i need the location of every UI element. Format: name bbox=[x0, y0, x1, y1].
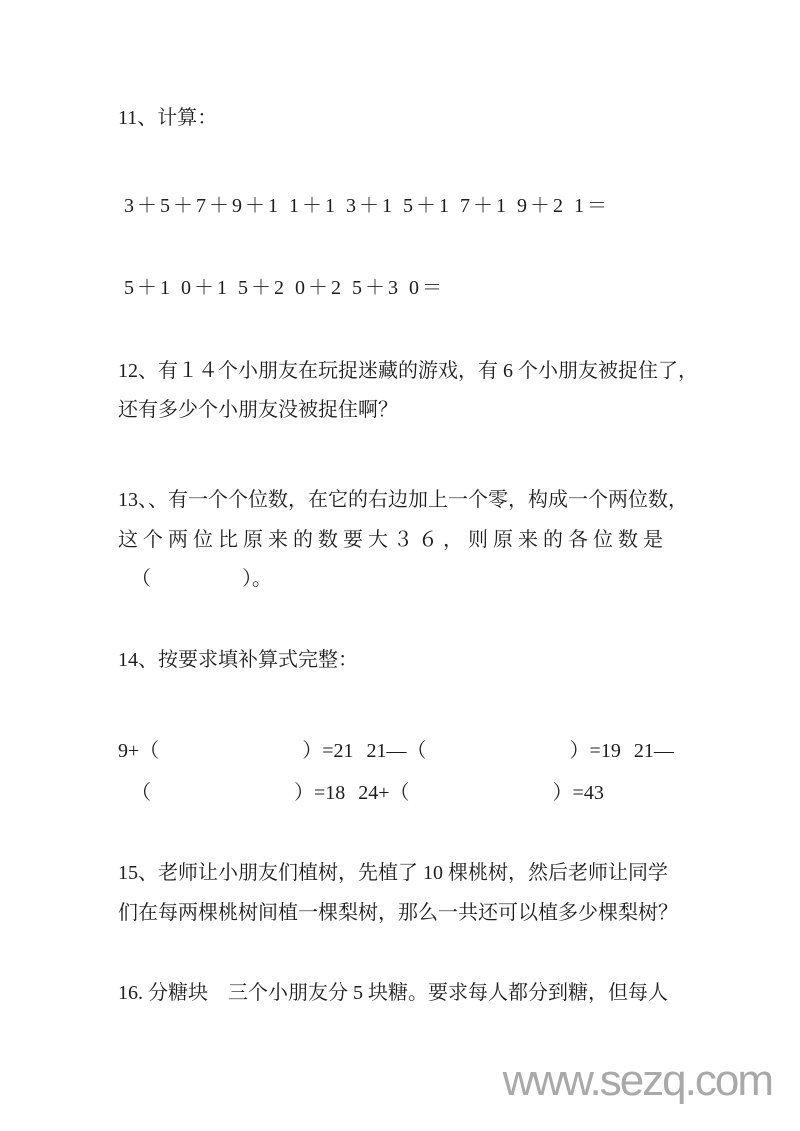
question-15-line-2: 们在每两棵桃树间植一棵梨树，那么一共还可以植多少棵梨树？ bbox=[118, 902, 678, 924]
question-11-title: 11、计算： bbox=[118, 107, 218, 129]
question-14-title: 14、按要求填补算式完整： bbox=[118, 649, 358, 671]
question-12-line-2: 还有多少个小朋友没被捉住啊？ bbox=[118, 399, 398, 421]
question-16-line-1: 16. 分糖块 三个小朋友分 5 块糖。要求每人都分到糖，但每人 bbox=[118, 982, 668, 1004]
question-13-line-2: 这个两位比原来的数要大３６，则原来的各位数是 bbox=[118, 529, 668, 551]
question-14-blanks-line-2: （ ）=18 24+（ ）=43 bbox=[118, 782, 604, 804]
question-13-line-1: 13、、有一个个位数，在它的右边加上一个零，构成一个两位数， bbox=[118, 489, 688, 511]
question-11-equation-2: 5＋1 0＋1 5＋2 0＋2 5＋3 0＝ bbox=[124, 277, 445, 299]
question-14-blanks-line-1: 9+（ ）=21 21—（ ）=19 21— bbox=[118, 740, 674, 762]
question-15-line-1: 15、老师让小朋友们植树，先植了 10 棵桃树，然后老师让同学 bbox=[118, 862, 668, 884]
question-11-equation-1: 3＋5＋7＋9＋1 1＋1 3＋1 5＋1 7＋1 9＋2 1＝ bbox=[124, 195, 610, 217]
question-13-answer-blank: （ ）。 bbox=[118, 568, 272, 590]
question-12-line-1: 12、有１４个小朋友在玩捉迷藏的游戏，有 6 个小朋友被捉住了， bbox=[118, 360, 698, 382]
watermark: www.sezq.com bbox=[502, 1056, 772, 1105]
